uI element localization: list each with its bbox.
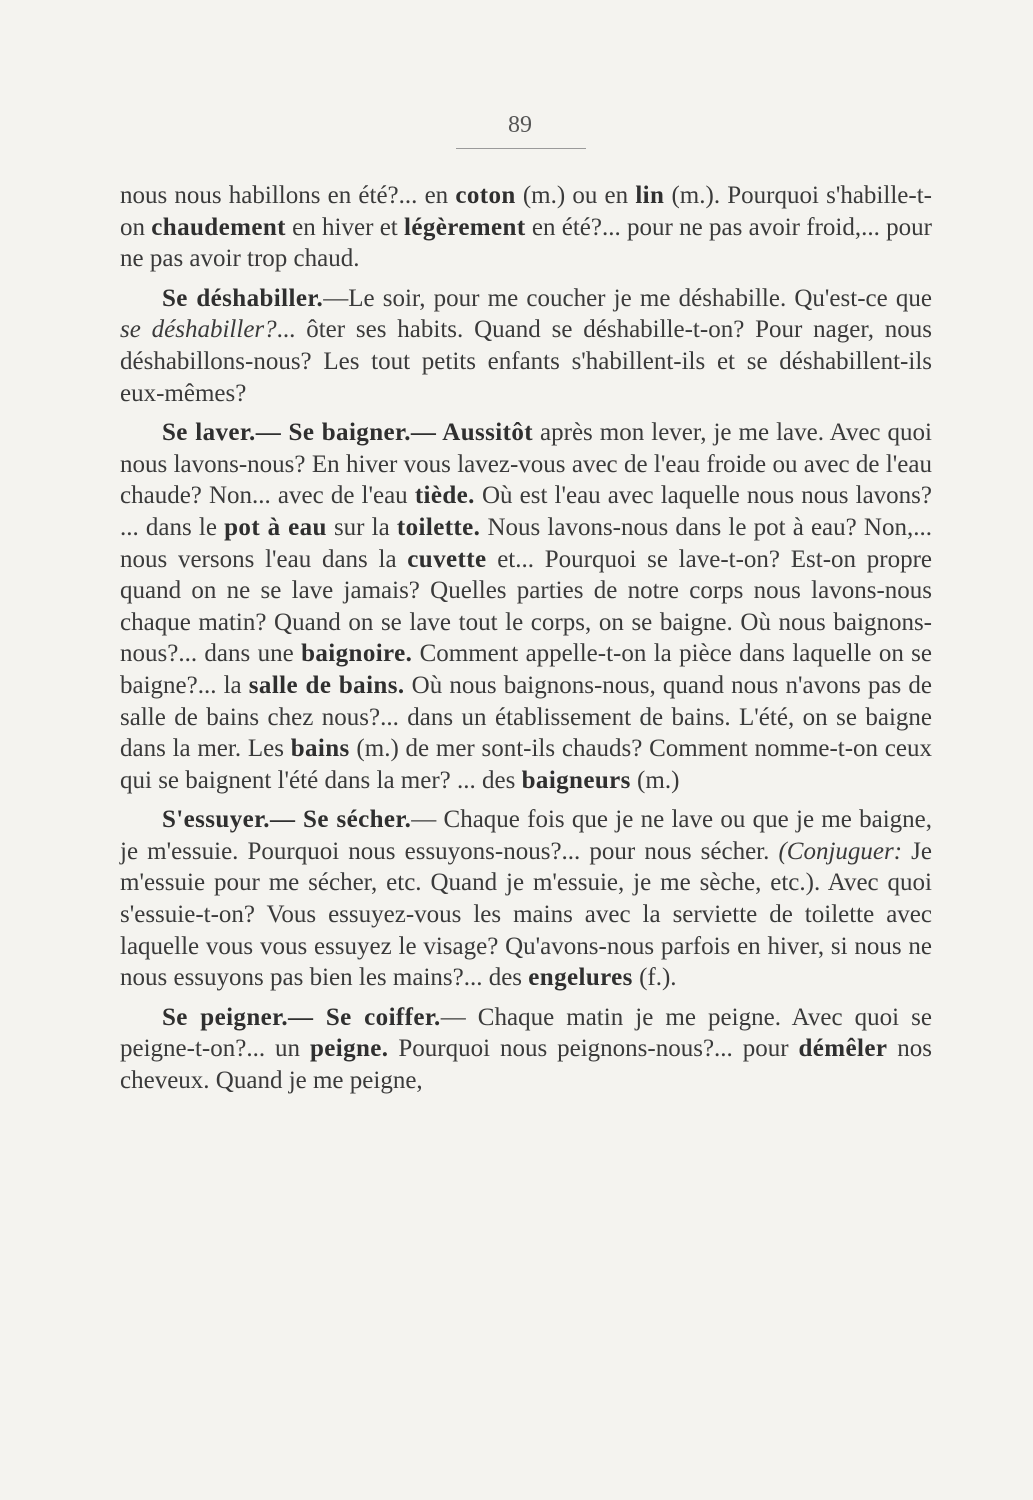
paragraph [120,180,932,275]
header-rule [456,148,586,149]
italic-text: (Conjuguer: [778,837,903,865]
bold-term: toilette. [396,513,481,541]
text-run: Comment appelle-t-on la pièce dans laquelle on se baigne?... la [120,640,933,699]
text-run: ... ôter ses habits. Quand se déshabille-t-on? Pour nager, nous déshabillons-nous? Les tout petits enfants s'habillent-ils et se déshabillent-ils eux-mêmes? [120,316,932,407]
bold-term: pot à eau [224,513,327,541]
bold-term: lin [635,182,665,209]
bold-term: bains [290,735,350,763]
text-run: Je m'essuie pour me sécher, etc. Quand je m'essuie, je me sèche, etc.). Avec quoi s'essuie-t-on? Vous essuyez-vous les mains avec la serviette de toilette avec laquelle vous vous essuyez le visage? Qu'avons-nous parfois en hiver, si nous ne nous essuyons pas bien les mains?... des [120,837,932,992]
bold-term: Se déshabiller. [162,284,324,312]
text-run: (m.). Pourquoi s'habille-t-on [120,182,932,241]
text-run: (m.) [630,766,680,794]
paragraph [120,804,932,994]
text-run: en hiver et [285,213,405,241]
text-run: —Le soir, pour me coucher je me déshabille. Qu'est-ce que [323,284,932,312]
bold-term: baigneurs [521,766,631,794]
text-run: nos cheveux. Quand je me peigne, [120,1035,932,1095]
body-text [120,180,932,1105]
bold-term: baignoire. [301,640,413,668]
paragraph [120,417,932,796]
paragraph [120,1002,932,1097]
text-run: — Chaque fois que je ne lave ou que je me baigne, je m'essuie. Pourquoi nous essuyons-nous?... pour nous sécher. [120,806,932,865]
bold-term: Se laver.— Se baigner.— Aussitôt [162,419,533,447]
text-run: nous nous habillons en été?... en [120,182,456,209]
text-run: et... Pourquoi se lave-t-on? Est-on propre quand on ne se lave jamais? Quelles parties de notre corps nous lavons-nous chaque matin? Quand on se lave tout le corps, on se baigne. Où nous baignons-nous?... dans une [120,545,932,668]
bold-term: démêler [798,1035,888,1063]
text-run: sur la [326,513,397,541]
page-number: 89 [508,112,532,138]
paragraph [120,283,932,409]
text-run: Pourquoi nous peignons-nous?... pour [388,1035,799,1063]
text-run: après mon lever, je me lave. Avec quoi nous lavons-nous? En hiver vous lavez-vous avec de l'eau froide ou avec de l'eau chaude? Non... avec de l'eau [120,419,932,510]
text-run: Où nous baignons-nous, quand nous n'avons pas de salle de bains chez nous?... dans un établissement de bains. L'été, on se baigne dans la mer. Les [120,671,933,763]
bold-term: Se peigner.— Se coiffer. [162,1003,441,1031]
bold-term: cuvette [407,545,487,573]
bold-term: légèrement [404,213,526,241]
text-run: (m.) ou en [515,182,636,209]
text-run: (m.) de mer sont-ils chauds? Comment nomme-t-on ceux qui se baignent l'été dans la mer? ... des [120,735,932,794]
text-run: Nous lavons-nous dans le pot à eau? Non,... nous versons l'eau dans la [120,513,932,573]
bold-term: coton [455,182,516,209]
bold-term: engelures [528,964,633,992]
text-run: en été?... pour ne pas avoir froid,... pour ne pas avoir trop chaud. [120,213,932,273]
italic-text: se déshabiller? [120,316,277,344]
text-run: (f.). [632,964,677,992]
text-run: Où est l'eau avec laquelle nous nous lavons? ... dans le [120,482,932,541]
bold-term: S'essuyer.— Se sécher. [162,806,412,834]
bold-term: peigne. [309,1035,389,1063]
bold-term: salle de bains. [248,671,405,699]
bold-term: tiède. [414,482,475,510]
text-run: — Chaque matin je me peigne. Avec quoi se peigne-t-on?... un [120,1003,933,1063]
bold-term: chaudement [151,213,286,241]
